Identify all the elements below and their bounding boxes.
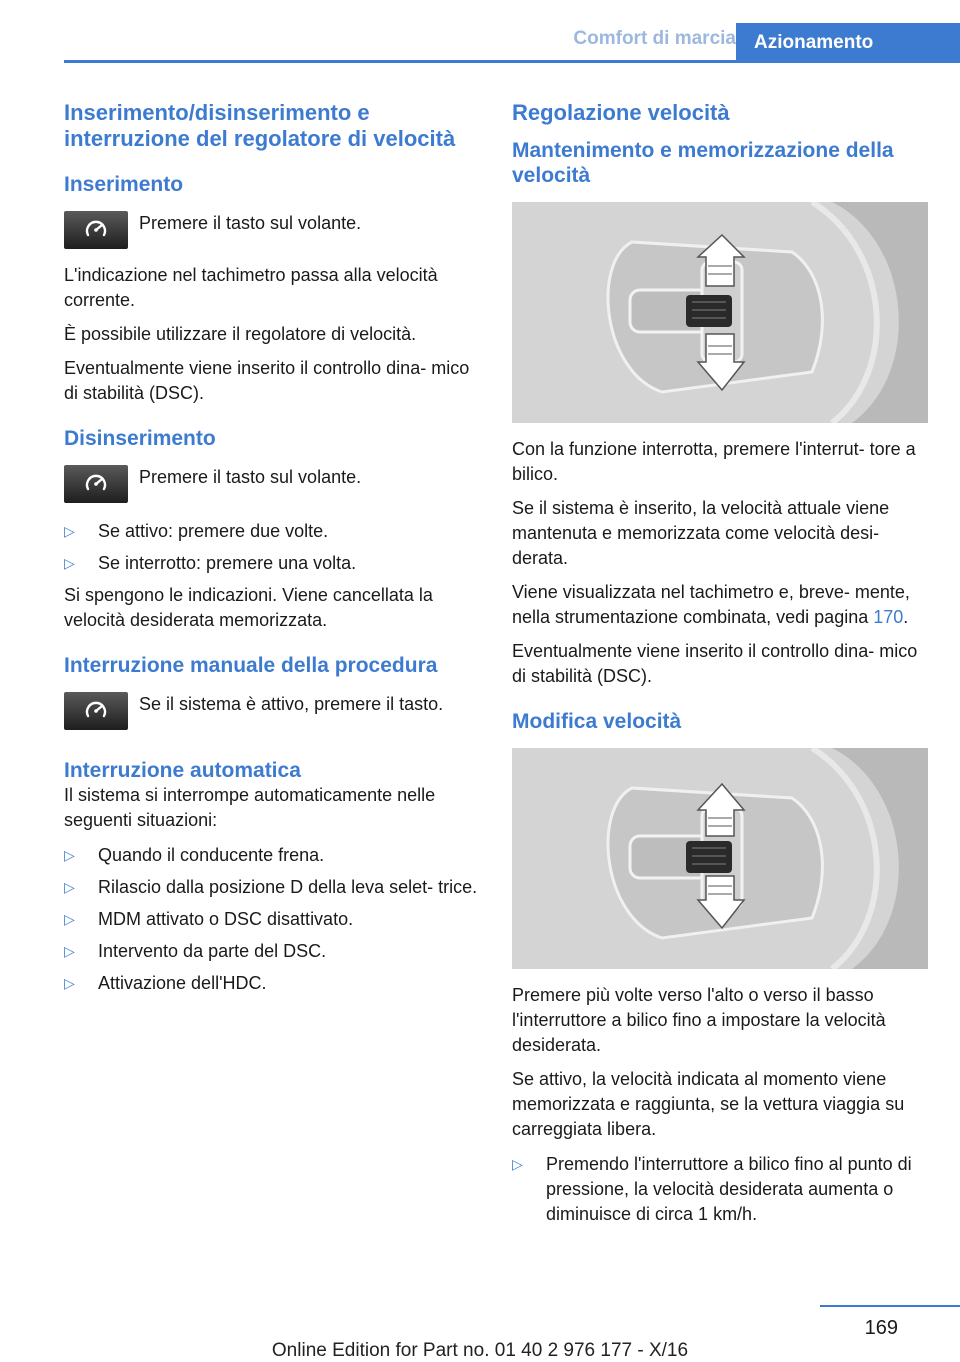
paragraph: Si spengono le indicazioni. Viene cancellata la velocità desiderata memorizzata.: [64, 585, 433, 630]
list-item: ▷ Rilascio dalla posizione D della leva selet‐ trice.: [64, 875, 480, 900]
section-title: Inserimento/disinserimento e interruzione del regolatore di velocità: [64, 100, 456, 151]
section-title: Regolazione velocità: [512, 100, 730, 125]
paragraph: Premere più volte verso l'alto o verso il basso l'interruttore a bilico fino a impostare la velocità desiderata.: [512, 985, 886, 1055]
list-item: ▷ Premendo l'interruttore a bilico fino al punto di pressione, la velocità desiderata aumenta o diminuisce di circa 1 km/h.: [512, 1152, 928, 1227]
triangle-bullet-icon: ▷: [64, 943, 75, 959]
page-number: 169: [864, 1317, 898, 1339]
speedometer-icon: [81, 215, 111, 245]
list-item: ▷ Intervento da parte del DSC.: [64, 939, 480, 964]
triangle-bullet-icon: ▷: [64, 847, 75, 863]
list-item: ▷ Quando il conducente frena.: [64, 843, 480, 868]
key-instruction-text: Se il sistema è attivo, premere il tasto.: [139, 694, 444, 714]
right-column: [512, 100, 928, 1234]
list-item: ▷ MDM attivato o DSC disattivato.: [64, 907, 480, 932]
triangle-bullet-icon: ▷: [64, 911, 75, 927]
speedometer-icon: [81, 469, 111, 499]
heading-disinserimento: Disinserimento: [64, 427, 216, 450]
heading-interruzione-manuale: Interruzione manuale della procedura: [64, 654, 438, 677]
list-item: ▷ Se interrotto: premere una volta.: [64, 551, 480, 576]
paragraph: Il sistema si interrompe automaticamente nelle seguenti situazioni:: [64, 785, 436, 830]
footer-rule: [820, 1305, 960, 1307]
key-instruction: [64, 465, 480, 503]
list-item: ▷ Se attivo: premere due volte.: [64, 519, 480, 544]
cruise-control-button-icon: [64, 465, 128, 503]
heading-interruzione-automatica: Interruzione automatica: [64, 759, 301, 782]
speedometer-icon: [81, 696, 111, 726]
heading-modifica-velocita: Modifica velocità: [512, 710, 682, 733]
triangle-bullet-icon: ▷: [64, 879, 75, 895]
steering-wheel-illustration: [512, 748, 928, 969]
paragraph: Con la funzione interrotta, premere l'interrut‐ tore a bilico.: [512, 439, 916, 484]
paragraph: L'indicazione nel tachimetro passa alla velocità corrente.: [64, 265, 438, 310]
triangle-bullet-icon: ▷: [64, 555, 75, 571]
heading-inserimento: Inserimento: [64, 173, 184, 196]
header-rule: [64, 60, 960, 63]
cruise-control-button-icon: [64, 211, 128, 249]
key-instruction: [64, 211, 480, 249]
edition-footer: Online Edition for Part no. 01 40 2 976 177 - X/16: [271, 1340, 689, 1361]
header-section-label: Comfort di marcia: [573, 28, 736, 49]
paragraph: Se il sistema è inserito, la velocità attuale viene mantenuta e memorizzata come velocità desi‐ derata.: [512, 498, 890, 568]
steering-wheel-rocker-switch-illustration: [512, 202, 928, 423]
key-instruction-text: Premere il tasto sul volante.: [139, 213, 362, 233]
header-chapter-tab: Azionamento: [736, 23, 960, 63]
paragraph: Viene visualizzata nel tachimetro e, breve‐ mente, nella strumentazione combinata, vedi pagina 170.: [512, 582, 910, 627]
left-column: [64, 100, 480, 1003]
paragraph: È possibile utilizzare il regolatore di velocità.: [64, 324, 417, 344]
bullet-list: [64, 519, 480, 576]
bullet-list: [512, 1152, 928, 1227]
triangle-bullet-icon: ▷: [64, 975, 75, 991]
triangle-bullet-icon: ▷: [64, 523, 75, 539]
page-header: [0, 0, 960, 64]
steering-wheel-illustration: [512, 202, 928, 423]
cruise-control-button-icon: [64, 692, 128, 730]
key-instruction: [64, 692, 480, 730]
paragraph: Eventualmente viene inserito il controllo dina‐ mico di stabilità (DSC).: [64, 358, 470, 403]
key-instruction-text: Premere il tasto sul volante.: [139, 467, 362, 487]
page-reference-link[interactable]: 170: [873, 607, 904, 627]
bullet-list: [64, 843, 480, 996]
triangle-bullet-icon: ▷: [512, 1156, 523, 1172]
paragraph: Eventualmente viene inserito il controllo dina‐ mico di stabilità (DSC).: [512, 641, 918, 686]
list-item: ▷ Attivazione dell'HDC.: [64, 971, 480, 996]
paragraph: Se attivo, la velocità indicata al momento viene memorizzata e raggiunta, se la vettura viaggia su carreggiata libera.: [512, 1069, 905, 1139]
heading-mantenimento: Mantenimento e memorizzazione della velocità: [512, 139, 894, 187]
steering-wheel-rocker-switch-illustration: [512, 748, 928, 969]
